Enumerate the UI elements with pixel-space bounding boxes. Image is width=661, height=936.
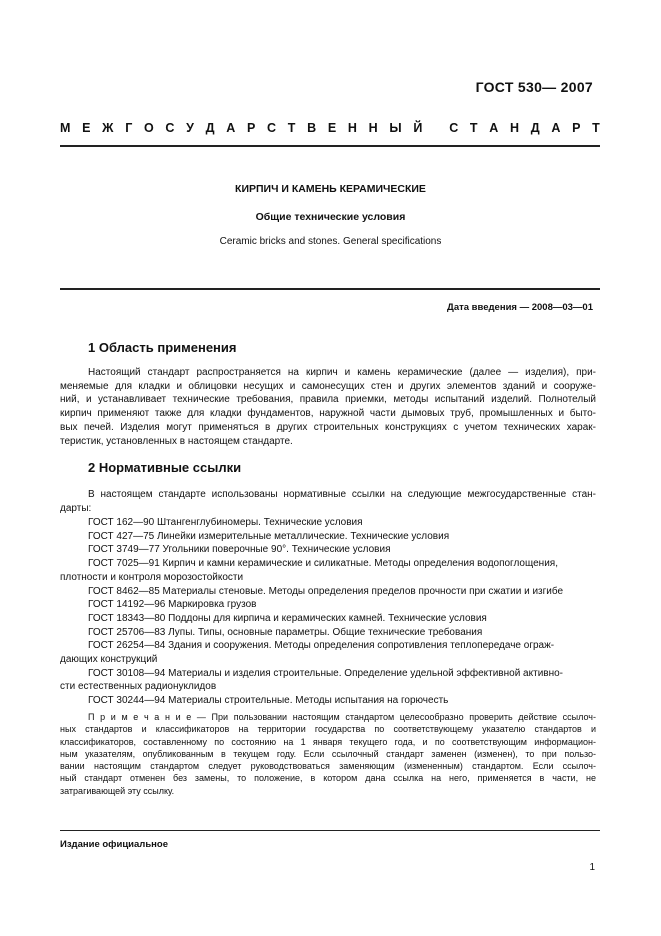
- reference-item: ГОСТ 18343—80 Поддоны для кирпича и керамических камней. Технические условия: [88, 612, 487, 624]
- introduction-date: Дата введения — 2008—03—01: [447, 302, 593, 313]
- document-title: КИРПИЧ И КАМЕНЬ КЕРАМИЧЕСКИЕ: [235, 183, 426, 195]
- note-line: ный стандарт отменен без замены, то положение, в котором дана ссылка на него, применяется в части, не: [60, 773, 596, 784]
- interstate-letter: Н: [368, 121, 378, 135]
- official-edition-label: Издание официальное: [60, 839, 168, 850]
- reference-item-continuation: плотности и контроля морозостойкости: [60, 571, 244, 583]
- english-title: Ceramic bricks and stones. General specifications: [219, 236, 442, 247]
- section-1-heading: 1 Область применения: [88, 340, 237, 355]
- interstate-letter: Д: [205, 121, 215, 135]
- interstate-letter: [434, 121, 437, 135]
- section-2-heading: 2 Нормативные ссылки: [88, 460, 242, 475]
- note-line: затрагивающей эту ссылку.: [60, 785, 175, 796]
- interstate-letter: А: [551, 121, 561, 135]
- interstate-letter: В: [307, 121, 317, 135]
- interstate-letter: Ы: [389, 121, 402, 135]
- section-2-intro: [60, 488, 596, 515]
- interstate-letter: Г: [125, 121, 133, 135]
- interstate-letter: Д: [530, 121, 540, 135]
- reference-item: ГОСТ 8462—85 Материалы стеновые. Методы определения пределов прочности при сжатии и изгибе: [88, 585, 564, 597]
- interstate-letter: Т: [469, 121, 478, 135]
- interstate-letter: Т: [287, 121, 296, 135]
- interstate-letter: Н: [347, 121, 357, 135]
- page-number: 1: [589, 862, 595, 873]
- section-1-line: кирпич применяют также для кладки фундаментов, наружной части дымовых труб, промышленных и быто-: [60, 408, 596, 420]
- interstate-letter: М: [60, 121, 71, 135]
- section-1-line: теристик, установленных в настоящем стандарте.: [60, 435, 293, 447]
- note-block: [60, 711, 596, 797]
- interstate-letter: С: [165, 121, 175, 135]
- section-1-line: ний, и устанавливает технические требования, правила приемки, методы испытаний изделий. Полнотелый: [60, 394, 596, 406]
- document-subtitle: Общие технические условия: [255, 211, 406, 223]
- footer-rule: [60, 830, 600, 831]
- section-1-body: [60, 366, 596, 448]
- interstate-letter: О: [143, 121, 154, 135]
- interstate-letter: Ж: [102, 121, 114, 135]
- interstate-letter: Е: [327, 121, 337, 135]
- note-line: ных стандартов и классификаторов на территории государства по соответствующему указателю стандартов и: [60, 724, 596, 735]
- reference-item: ГОСТ 427—75 Линейки измерительные металлические. Технические условия: [88, 530, 450, 542]
- note-line: П р и м е ч а н и е — При пользовании настоящим стандартом целесообразно проверить действие ссылоч-: [88, 712, 596, 722]
- reference-item: ГОСТ 25706—83 Лупы. Типы, основные параметры. Общие технические требования: [88, 626, 483, 638]
- interstate-letter: С: [267, 121, 277, 135]
- reference-item: ГОСТ 14192—96 Маркировка грузов: [88, 599, 257, 611]
- reference-item: ГОСТ 26254—84 Здания и сооружения. Методы определения сопротивления теплопередаче ограж-: [88, 640, 555, 652]
- interstate-standard-heading: [60, 121, 600, 135]
- reference-item-continuation: сти естественных радионуклидов: [60, 681, 217, 693]
- reference-item: ГОСТ 30244—94 Материалы строительные. Методы испытания на горючесть: [88, 695, 449, 707]
- note-line: вании настоящим стандартом следует руководствоваться заменяющим (измененным) стандартом. Если ссылоч-: [60, 761, 596, 772]
- reference-item-continuation: дающих конструкций: [60, 654, 158, 666]
- section-1-line: вых печей. Изделия могут применяться в других строительных конструкциях с учетом технических харак-: [60, 421, 596, 433]
- middle-rule: [60, 288, 600, 290]
- section-1-line: Настоящий стандарт распространяется на кирпич и камень керамические (далее — изделия), при-: [88, 367, 596, 378]
- note-line: классификаторов, составленному по состоянию на 1 января текущего года, и по соответствующим информацион-: [60, 736, 596, 747]
- note-line: ным указателям, опубликованным в текущем году. Если ссылочный стандарт заменен (изменен), то при пользо-: [60, 748, 596, 759]
- reference-list: [60, 516, 596, 708]
- interstate-letter: С: [449, 121, 459, 135]
- interstate-letter: Й: [413, 121, 423, 135]
- interstate-letter: Р: [246, 121, 256, 135]
- interstate-letter: Т: [592, 121, 600, 135]
- interstate-letter: Н: [510, 121, 520, 135]
- interstate-letter: У: [186, 121, 194, 135]
- reference-item: ГОСТ 30108—94 Материалы и изделия строительные. Определение удельной эффективной активно-: [88, 667, 563, 679]
- section-1-line: меняемые для кладки и облицовки несущих и самонесущих стен и других элементов зданий и сооруже-: [60, 380, 596, 392]
- gost-number: ГОСТ 530— 2007: [475, 79, 593, 95]
- reference-item: ГОСТ 162—90 Штангенглубиномеры. Технические условия: [88, 517, 363, 528]
- interstate-letter: Р: [572, 121, 581, 135]
- reference-item: ГОСТ 3749—77 Угольники поверочные 90°. Технические условия: [88, 544, 391, 556]
- interstate-letter: Е: [82, 121, 91, 135]
- interstate-letter: А: [226, 121, 236, 135]
- interstate-letter: А: [489, 121, 499, 135]
- section-2-intro-line: В настоящем стандарте использованы нормативные ссылки на следующие межгосударственные стан-: [88, 489, 596, 500]
- top-rule: [60, 145, 600, 147]
- reference-item: ГОСТ 7025—91 Кирпич и камни керамические и силикатные. Методы определения водопоглощения,: [88, 558, 558, 570]
- section-2-intro-line: дарты:: [60, 502, 92, 514]
